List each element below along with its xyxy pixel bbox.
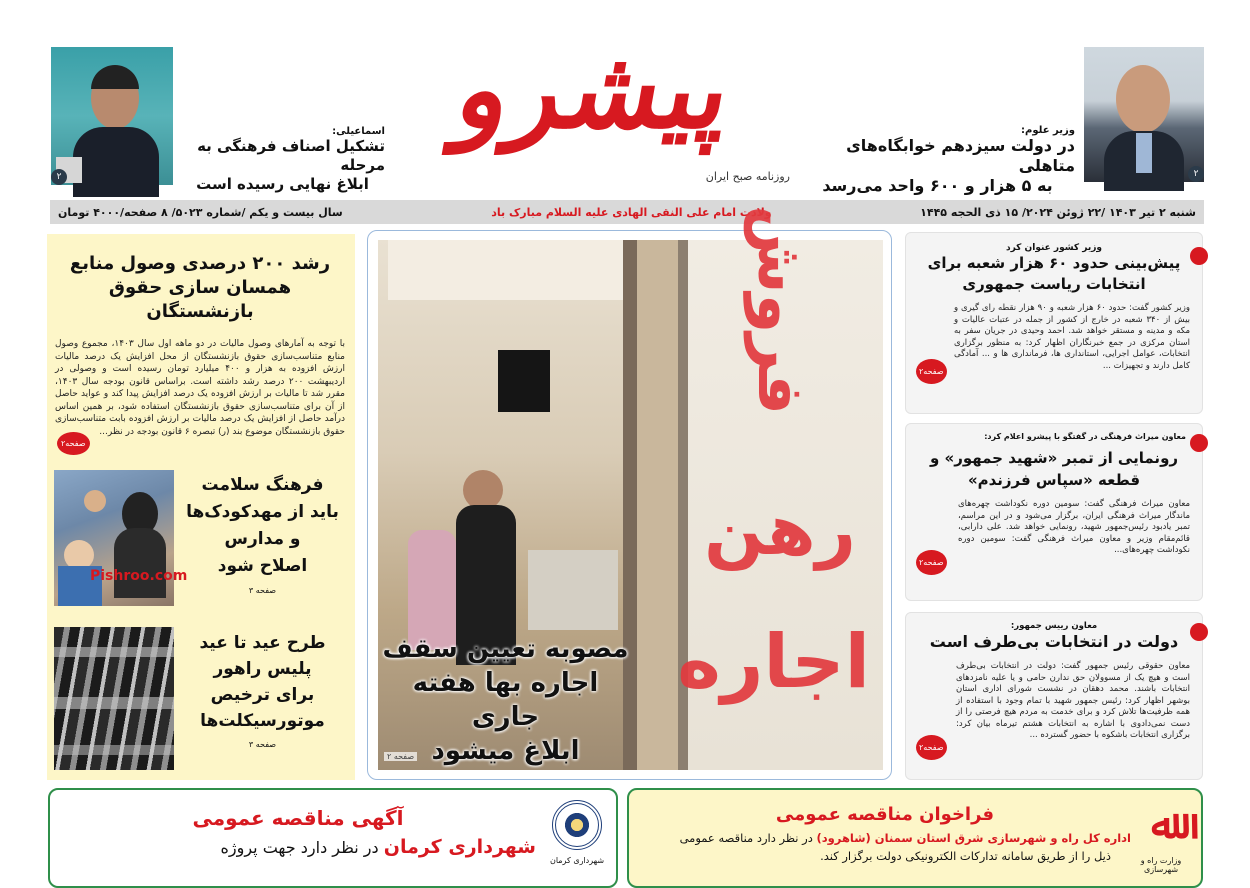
ad-roads-urban-ministry[interactable]: [627, 788, 1203, 888]
lead-body: با توجه به آمارهای وصول مالیات در دو ماهه اول سال ۱۴۰۳، مجموع وصول منابع متناسب‌سازی حقوق بازنشستگان از محل افزایش یک درصد مالیات ارزش افزوده به هزار و ۴۰۰ میلیارد تومان رسیده است و وصولی در اردیبهشت ۲۰۰ درصد رشد داشته است. براساس قانون بودجه سال ۱۴۰۳، مقرر شد تا مالیات بر ارزش افزوده یک درصد افزایش پیدا کند و عواید حاصل از آن برای متناسب‌سازی حقوق بازنشستگان استفاده شود، بر همین اساس درآمد حاصل از افزایش یک درصد مالیات بر ارزش افزوده بابت متناسب‌سازی حقوق بازنشستگان موضوع بند (ر) تبصره ۶ قانون بودجه در نظر...: [55, 339, 346, 437]
teaser-kicker: اسماعیلی:: [332, 126, 385, 137]
lead-title-line1: رشد ۲۰۰ درصدی وصول منابع: [69, 253, 331, 274]
ad-line1: در نظر دارد مناقصه عمومی: [679, 831, 813, 845]
story-title-line: و مدارس: [224, 529, 301, 549]
ad-kerman-municipality[interactable]: [48, 788, 618, 888]
teaser-title-line2: ابلاغ نهایی رسیده است: [196, 175, 369, 193]
bullet-dot: [1190, 247, 1208, 265]
lead-story[interactable]: [55, 252, 345, 453]
kerman-logo-caption: شهرداری کرمان: [549, 856, 605, 865]
ad-line2: ذیل را از طریق سامانه تدارکات الکترونیکی دولت برگزار کند.: [820, 849, 1111, 863]
window-word-mortgage: رهن: [704, 489, 856, 571]
story-motorcycles[interactable]: [180, 630, 345, 749]
ad-title: آگهی مناقصه عمومی: [192, 806, 404, 830]
center-headline[interactable]: [378, 632, 633, 768]
top-left-teaser[interactable]: [180, 126, 385, 194]
lead-page-link[interactable]: صفحه۲: [57, 432, 90, 455]
card-title-line1: رونمایی از تمبر «شهید جمهور» و: [929, 449, 1179, 467]
story-title-line: پلیس راهور: [213, 659, 312, 679]
teaser-kicker: وزیر علوم:: [1021, 125, 1075, 136]
motorcycles-photo: [54, 627, 174, 770]
top-right-teaser[interactable]: [800, 125, 1075, 196]
news-card[interactable]: [905, 232, 1203, 414]
card-title-line1: پیش‌بینی حدود ۶۰ هزار شعبه برای: [927, 254, 1181, 272]
occasion-text: ولادت امام علی النقی الهادی علیه السلام مبارک باد: [491, 205, 772, 219]
masthead-logo-text: پیشرو: [448, 27, 742, 153]
bullet-dot: [1190, 623, 1208, 641]
card-page-link[interactable]: صفحه۲: [916, 550, 947, 575]
minister-science-photo: [1084, 47, 1204, 182]
card-body: معاون میراث فرهنگی گفت: سومین دوره نکوداشت چهره‌های ماندگار میراث فرهنگی ایران، برگزار می‌شود و در این مراسم، تمبر یادبود رئیس‌جمهور شهید، رونمایی خواهد شد. علی دارابی، قائم‌مقام وزیر و معاون میراث فرهنگی گفت: سومین دوره نکوداشت چهره‌های...: [958, 499, 1190, 555]
story-page-ref: صفحه ۳: [248, 586, 277, 595]
story-title-line: برای ترخیص: [210, 685, 315, 705]
center-page-ref: صفحه ۲: [384, 752, 417, 761]
kindergarten-photo: [54, 470, 188, 606]
issue-date: شنبه ۲ تیر ۱۴۰۳ /۲۲ ژوئن ۲۰۲۴/ ۱۵ ذی الحجه ۱۴۴۵: [920, 205, 1196, 219]
story-title-line: فرهنگ سلامت: [201, 475, 324, 495]
issue-number: سال بیست و یکم /شماره ۵۰۲۳/ ۸ صفحه/۴۰۰۰ تومان: [58, 205, 343, 219]
site-watermark: Pishroo.com: [90, 568, 188, 584]
headline-line1: مصوبه تعیین سقف: [382, 634, 629, 664]
card-kicker: وزیر کشور عنوان کرد: [1005, 243, 1103, 253]
teaser-title-line2: به ۵ هزار و ۶۰۰ واحد می‌رسد: [822, 176, 1053, 195]
minister-culture-photo: [51, 47, 173, 185]
card-title-line2: انتخابات ریاست جمهوری: [962, 275, 1146, 293]
ad-org-name: شهرداری کرمان: [383, 836, 536, 858]
window-word-rent: اجاره: [677, 619, 870, 705]
ministry-logo-caption: وزارت راه و شهرسازی: [1140, 856, 1182, 874]
masthead-logo: [448, 10, 790, 190]
card-kicker: معاون میراث فرهنگی در گفتگو با پیشرو اعلام کرد:: [984, 432, 1186, 441]
story-title-line: اصلاح شود: [217, 556, 308, 576]
story-title-line: باید از مهدکودک‌ها: [186, 502, 339, 522]
page-num-badge: ۲: [1188, 166, 1204, 182]
bullet-dot: [1190, 434, 1208, 452]
card-kicker: معاون رییس جمهور:: [1010, 621, 1098, 631]
ad-title: فراخوان مناقصه عمومی: [775, 804, 995, 825]
headline-line3: ابلاغ میشود: [431, 736, 580, 766]
news-card[interactable]: [905, 423, 1203, 601]
card-title-line2: قطعه «سپاس فرزندم»: [967, 471, 1141, 489]
card-page-link[interactable]: صفحه۲: [916, 735, 947, 760]
lead-title-line2: همسان سازی حقوق بازنشستگان: [108, 277, 292, 322]
page-num-badge: ۲: [51, 169, 67, 185]
card-body: وزیر کشور گفت: حدود ۶۰ هزار شعبه و ۹۰ هزار نقطه رای گیری و بیش از ۳۴۰ شعبه در خارج از کشور از جمله در عتبات عالیات و مکه و مدینه و مستقر خواهد شد. احمد وحیدی در جریان سفر به استان مرکزی در جمع خبرنگاران اظهار کرد: به منظور برگزاری انتخابات، عوامل اجرایی، استانداری ها، فرمانداری ها و ... آمادگی کامل دارند و تجهیزات ...: [954, 303, 1191, 371]
card-body: معاون حقوقی رئیس جمهور گفت: دولت در انتخابات بی‌طرف است و هیچ یک از مسوولان حق ندارن حامی و یا علیه نامزدهای انتخابات باشند. محمد دهقان در نشست شورای اداری استان بوشهر اظهار کرد: رئیس جمهور شهید با تمام وجود با استفاده از همه ظرفیت‌ها تلاش کرد و برای خدمت به مردم هیچ فرصتی را از دست نمی‌دادوی با اشاره به انتخابات هشتم تیرماه بیان کرد: برگزاری انتخابات باشکوه با حضور گسترده ...: [956, 661, 1190, 740]
teaser-title-line1: تشکیل اصناف فرهنگی به مرحله: [197, 137, 385, 174]
headline-line2: اجاره بها هفته جاری: [412, 668, 599, 732]
iran-emblem-logo: ﷲ: [1151, 802, 1175, 848]
ad-line1: در نظر دارد جهت پروژه: [220, 838, 379, 857]
story-title-line: طرح عید تا عید: [199, 633, 326, 653]
ad-org-name: اداره کل راه و شهرسازی شرق استان سمنان (شاهرود): [816, 831, 1131, 845]
kerman-logo: [552, 800, 602, 850]
story-health-culture[interactable]: [180, 472, 345, 595]
info-bar: [50, 200, 1204, 224]
card-page-link[interactable]: صفحه۲: [916, 359, 947, 384]
window-word-sale: فروش: [743, 205, 817, 415]
card-title-line1: دولت در انتخابات بی‌طرف است: [929, 632, 1179, 651]
news-card[interactable]: [905, 612, 1203, 780]
story-title-line: موتورسیکلت‌ها: [200, 711, 325, 731]
masthead-tagline: روزنامه صبح ایران: [705, 170, 790, 183]
teaser-title-line1: در دولت سیزدهم خوابگاه‌های متاهلی: [846, 136, 1075, 175]
story-page-ref: صفحه ۳: [248, 740, 277, 749]
